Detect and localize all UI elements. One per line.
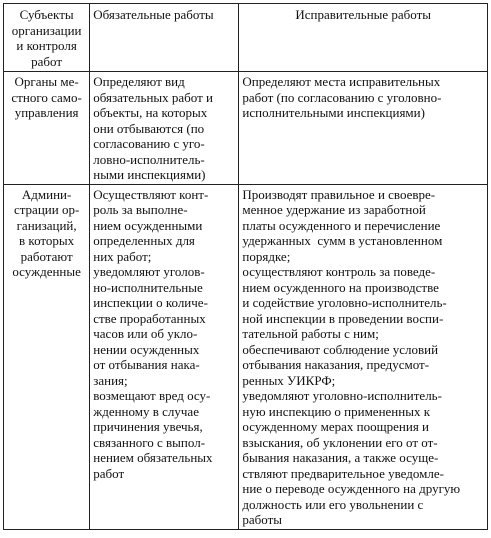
cell-line: ние о переводе осужденного на другую: [242, 481, 461, 496]
cell-line: ганизаций,: [16, 217, 77, 233]
cell-line: управления: [14, 105, 79, 120]
cell-line: нием осужденного на производстве: [242, 279, 439, 295]
cell-line: Осуществляют конт-: [93, 186, 209, 202]
table-row-organization-administration: [4, 184, 488, 529]
cell-mandatory: [90, 72, 239, 185]
cell-line: удержанных сумм в установленном: [242, 233, 443, 248]
cell-line: работ: [93, 465, 125, 481]
cell-line: Органы ме-: [14, 74, 79, 89]
cell-line: осужденному мерах поощрения и: [242, 419, 430, 434]
cell-line: менное удержание из заработной: [242, 202, 426, 217]
cell-line: от отбывания нака-: [93, 357, 200, 372]
cell-line: жденному в случае: [93, 403, 199, 419]
header-line: и контроля: [16, 38, 77, 53]
table-row-local-government: [4, 72, 488, 185]
cell-line: уведомляют уголовно-исполнитель-: [242, 388, 442, 403]
cell-line: осужденные: [12, 264, 81, 279]
cell-line: определенных для: [93, 233, 195, 248]
cell-line: них работ;: [93, 248, 152, 264]
header-line: Субъекты: [19, 7, 74, 22]
cell-line: в которых: [19, 233, 75, 248]
cell-line: Производят правильное и своевре-: [242, 186, 436, 202]
cell-line: отбывания наказания, предусмот-: [242, 357, 430, 372]
cell-line: ловно-исполнитель-: [93, 151, 205, 167]
cell-line: ными инспекциями): [93, 167, 206, 182]
cell-line: они отбываются (по: [93, 120, 205, 136]
cell-line: инспекции о количе-: [93, 295, 208, 310]
cell-line: нением обязательных: [93, 450, 213, 465]
cell-line: осуществляют контроль за поведе-: [242, 264, 436, 279]
header-line: работ: [31, 53, 63, 69]
header-mandatory-work: [90, 4, 239, 72]
cell-line: страции ор-: [13, 202, 80, 217]
cell-line: но-исполнительные: [93, 279, 203, 295]
cell-line: нием осужденными: [93, 217, 203, 233]
cell-line: бывания наказания, а также осуще-: [242, 450, 439, 465]
cell-line: платы осужденного и перечисление: [242, 217, 441, 233]
cell-line: причинения увечья,: [93, 419, 203, 434]
rehabilitation-work-table: [3, 3, 488, 530]
cell-subject: [4, 184, 90, 529]
table-header-row: [4, 4, 488, 72]
cell-line: связанного с выпол-: [93, 434, 206, 450]
cell-line: роль за выполне-: [93, 202, 188, 217]
cell-line: зания;: [93, 372, 128, 388]
cell-line: работы: [242, 512, 283, 527]
cell-line: часов или об укло-: [93, 326, 198, 341]
cell-line: Определяют вид: [93, 74, 185, 89]
cell-line: ствляют предварительное уведомле-: [242, 465, 444, 481]
cell-line: взыскания, об уклонении его от от-: [242, 434, 438, 450]
cell-line: должность или его увольнении с: [242, 496, 424, 512]
cell-line: объекты, на которых: [93, 105, 208, 120]
header-line: Исправительные работы: [295, 7, 432, 22]
cell-line: Админи-: [21, 186, 72, 202]
cell-line: обеспечивают соблюдение условий: [242, 341, 439, 357]
cell-line: уведомляют уголов-: [93, 264, 205, 279]
cell-line: ренных УИКРФ;: [242, 372, 336, 388]
cell-line: возмещают вред осу-: [93, 388, 211, 403]
cell-line: ную инспекцию о примененных к: [242, 403, 431, 419]
cell-line: согласованию с уго-: [93, 136, 205, 151]
cell-line: стного само-: [11, 89, 82, 105]
header-subjects: [4, 4, 90, 72]
header-line: организации: [11, 22, 82, 38]
cell-line: порядке;: [242, 248, 291, 264]
cell-line: обязательных работ и: [93, 89, 213, 105]
cell-line: ной инспекции в проведении воспи-: [242, 310, 444, 326]
cell-line: тательной работы с ним;: [242, 326, 379, 341]
cell-line: исполнительными инспекциями): [242, 105, 425, 120]
cell-line: Определяют места исправительных: [242, 74, 441, 89]
cell-line: стве проработанных: [93, 310, 206, 326]
header-corrective-work: [239, 4, 488, 72]
cell-line: нении осужденных: [93, 341, 200, 357]
cell-line: работ (по согласованию с уголовно-: [242, 89, 442, 105]
cell-line: и содействие уголовно-исполнитель-: [242, 295, 447, 310]
cell-line: работают: [20, 248, 73, 264]
cell-subject: [4, 72, 90, 185]
header-line: Обязательные работы: [93, 7, 214, 22]
cell-corrective: [239, 72, 488, 185]
cell-mandatory: [90, 184, 239, 529]
cell-corrective: [239, 184, 488, 529]
